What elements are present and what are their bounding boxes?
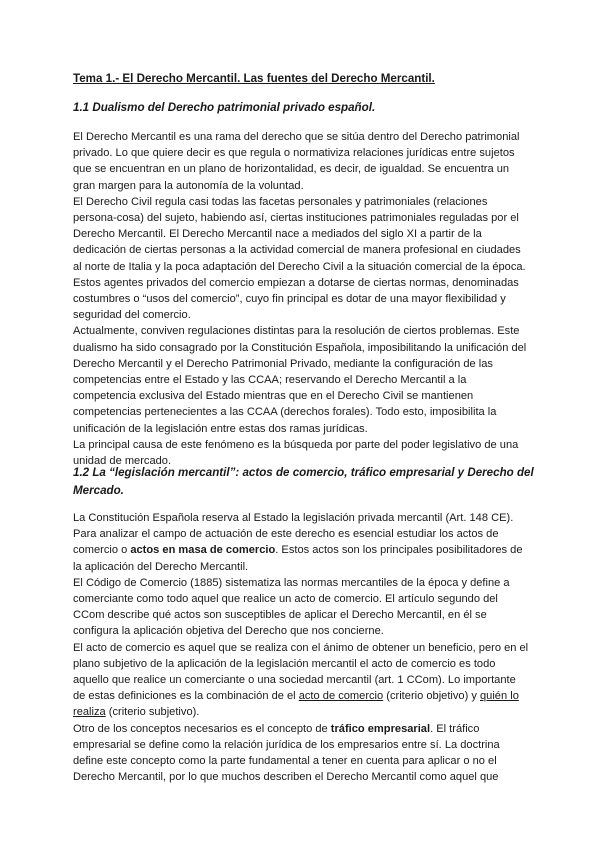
bold-term: actos en masa de comercio bbox=[130, 544, 276, 557]
paragraph-line: persona-cosa) del sujeto, habiendo así, ciertas instituciones patrimoniales reguladas por el bbox=[73, 212, 519, 225]
paragraph-line: dualismo ha sido consagrado por la Constitución Española, imposibilitando la unificación del bbox=[73, 341, 527, 354]
paragraph-line: define este concepto como la parte fundamental a tener en cuenta para aplicar o no el bbox=[73, 755, 497, 768]
bold-term: tráfico empresarial bbox=[330, 722, 431, 735]
paragraph-line: Derecho Mercantil, por lo que muchos describen el Derecho Mercantil como aquel que bbox=[73, 771, 499, 784]
section-2-body bbox=[73, 510, 528, 785]
section-2-heading bbox=[73, 464, 534, 499]
paragraph-line: competencias pertenecientes a las CCAA (derechos forales). Todo esto, imposibilita la bbox=[73, 406, 497, 419]
paragraph-line: plano subjetivo de la aplicación de la legislación mercantil el acto de comercio es todo bbox=[73, 657, 496, 670]
paragraph-line: Derecho Mercantil y el Derecho Patrimonial Privado, mediante la configuración de las bbox=[73, 357, 493, 370]
text-run: Otro de los conceptos necesarios es el concepto de bbox=[73, 722, 331, 735]
paragraph-line: la aplicación del Derecho Mercantil. bbox=[73, 560, 249, 573]
section-2-heading-line: Mercado. bbox=[73, 483, 124, 497]
paragraph-line: La principal causa de este fenómeno es la búsqueda por parte del poder legislativo de una bbox=[73, 438, 519, 451]
paragraph-line: Para analizar el campo de actuación de este derecho es esencial estudiar los actos de bbox=[73, 528, 499, 541]
paragraph-line: CCom describe qué actos son susceptibles de aplicar el Derecho Mercantil, en él se bbox=[73, 609, 487, 622]
paragraph-line: competencia exclusiva del Estado mientras que en el Derecho Civil se mantienen bbox=[73, 390, 474, 403]
text-run: (criterio subjetivo). bbox=[105, 706, 200, 719]
paragraph-line bbox=[73, 542, 528, 558]
section-1-body bbox=[73, 129, 526, 469]
text-run: comercio o bbox=[73, 544, 131, 557]
section-2-heading-line: 1.2 La “legislación mercantil”: actos de comercio, tráfico empresarial y Derecho del bbox=[73, 466, 534, 479]
paragraph-line: El Derecho Mercantil es una rama del derecho que se sitúa dentro del Derecho patrimonial bbox=[73, 131, 520, 143]
paragraph-line: costumbres o “usos del comercio”, cuyo fin principal es dotar de una mayor flexibilidad y bbox=[73, 293, 506, 306]
paragraph-line: que se encuentran en un plano de horizontalidad, es decir, de igualdad. Se encuentra un bbox=[73, 163, 510, 176]
underlined-term: quién lo bbox=[480, 690, 519, 703]
paragraph-line bbox=[73, 704, 528, 720]
text-run: (criterio objetivo) y bbox=[383, 690, 480, 703]
paragraph-line: unidad de mercado. bbox=[73, 455, 172, 468]
paragraph-line: privado. Lo que quiere decir es que regula o normativiza relaciones jurídicas entre sujetos bbox=[73, 147, 515, 160]
paragraph-line: unificación de la legislación entre estas dos ramas jurídicas. bbox=[73, 422, 368, 435]
paragraph-line: comerciante como todo aquel que realice un acto de comercio. El artículo segundo del bbox=[73, 593, 498, 606]
underlined-term: acto de comercio bbox=[298, 690, 384, 703]
paragraph-line: seguridad del comercio. bbox=[73, 309, 191, 322]
paragraph-line: dedicación de ciertas personas a la actividad comercial de manera profesional en ciudades bbox=[73, 244, 521, 257]
paragraph-line: El Código de Comercio (1885) sistematiza las normas mercantiles de la época y define a bbox=[73, 576, 510, 589]
paragraph-line: Derecho Mercantil. El Derecho Mercantil nace a mediados del siglo XI a partir de la bbox=[73, 228, 482, 241]
paragraph-line: El Derecho Civil regula casi todas las facetas personales y patrimoniales (relaciones bbox=[73, 195, 488, 208]
paragraph-line: empresarial se define como la relación jurídica de los empresarios entre sí. La doctrina bbox=[73, 738, 500, 751]
paragraph-line: al norte de Italia y la poca adaptación del Derecho Civil a la situación comercial de la época. bbox=[73, 260, 526, 273]
paragraph-line: competencias entre el Estado y las CCAA; reservando el Derecho Mercantil a la bbox=[73, 374, 467, 387]
document-title: Tema 1.- El Derecho Mercantil. Las fuentes del Derecho Mercantil. bbox=[73, 72, 435, 85]
paragraph-line: Estos agentes privados del comercio empiezan a dotarse de ciertas normas, denominadas bbox=[73, 276, 519, 289]
paragraph-line: gran margen para la autonomía de la voluntad. bbox=[73, 179, 304, 192]
paragraph-line: El acto de comercio es aquel que se realiza con el ánimo de obtener un beneficio, pero en el bbox=[73, 641, 529, 654]
text-run: . Estos actos son los principales posibilitadores de bbox=[275, 544, 523, 557]
text-run: . El tráfico bbox=[430, 722, 480, 735]
paragraph-line: aquello que realice un comerciante o una sociedad mercantil (art. 1 CCom). Lo importante bbox=[73, 674, 516, 687]
text-run: de estas definiciones es la combinación de el bbox=[73, 690, 299, 703]
paragraph-line: La Constitución Española reserva al Estado la legislación privada mercantil (Art. 148 CE). bbox=[73, 512, 514, 524]
paragraph-line: Actualmente, conviven regulaciones distintas para la resolución de ciertos problemas. Este bbox=[73, 325, 520, 338]
section-1-heading: 1.1 Dualismo del Derecho patrimonial privado español. bbox=[73, 101, 376, 114]
paragraph-line: configura la aplicación objetiva del Derecho que nos concierne. bbox=[73, 625, 384, 638]
paragraph-line bbox=[73, 721, 528, 737]
paragraph-line bbox=[73, 688, 528, 704]
underlined-term: realiza bbox=[73, 706, 106, 719]
